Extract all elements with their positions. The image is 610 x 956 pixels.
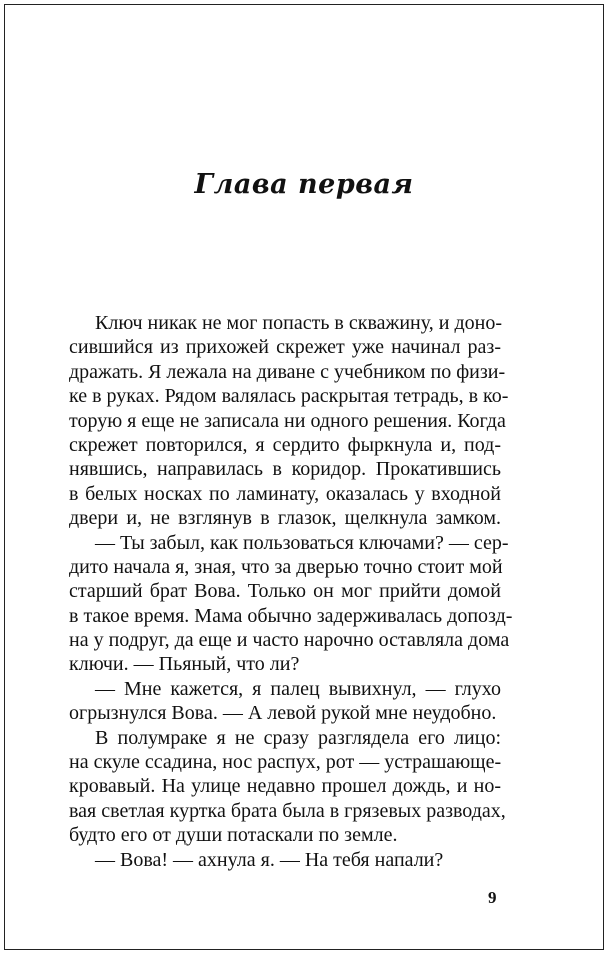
text-line: вая светлая куртка брата была в грязевых разводах, bbox=[69, 799, 506, 822]
text-line: старший брат Вова. Только он мог прийти домой bbox=[69, 580, 501, 603]
text-line: огрызнулся Вова. — А левой рукой мне неудобно. bbox=[69, 702, 497, 725]
text-line: В полумраке я не сразу разглядела его лицо: bbox=[95, 726, 501, 749]
text-line: торую я еще не записала ни одного решения. Когда bbox=[69, 409, 506, 432]
text-line: скрежет повторился, я сердито фыркнула и, под- bbox=[69, 433, 501, 456]
text-line: — Вова! — ахнула я. — На тебя напали? bbox=[95, 848, 444, 871]
body-text bbox=[69, 311, 513, 872]
text-line: двери и, не взглянув в глазок, щелкнула замком. bbox=[69, 507, 501, 530]
text-line: дражать. Я лежала на диване с учебником по физи- bbox=[69, 360, 506, 383]
text-line: будто его от души потаскали по земле. bbox=[69, 824, 398, 847]
text-line: — Мне кажется, я палец вывихнул, — глухо bbox=[95, 677, 501, 700]
text-line: — Ты забыл, как пользоваться ключами? — сер- bbox=[95, 531, 509, 554]
page-number: 9 bbox=[488, 888, 497, 907]
chapter-title: Глава первая bbox=[194, 169, 414, 200]
text-line: ке в руках. Рядом валялась раскрытая тетрадь, в ко- bbox=[69, 385, 509, 408]
text-line: на у подруг, да еще и часто нарочно оставляла дома bbox=[69, 629, 510, 652]
book-page bbox=[4, 4, 604, 950]
text-line: нявшись, направилась в коридор. Прокатившись bbox=[69, 458, 501, 481]
text-line: в такое время. Мама обычно задерживалась допозд- bbox=[69, 604, 513, 627]
text-line: дито начала я, зная, что за дверью точно стоит мой bbox=[69, 555, 503, 578]
text-line: на скуле ссадина, нос распух, рот — устрашающе- bbox=[69, 751, 502, 774]
text-line: в белых носках по ламинату, оказалась у входной bbox=[69, 482, 501, 505]
text-line: Ключ никак не мог попасть в скважину, и доно- bbox=[95, 312, 502, 334]
text-line: ключи. — Пьяный, что ли? bbox=[69, 653, 300, 676]
text-line: сившийся из прихожей скрежет уже начинал раз- bbox=[69, 336, 501, 359]
text-line: кровавый. На улице недавно прошел дождь, и но- bbox=[69, 775, 501, 798]
